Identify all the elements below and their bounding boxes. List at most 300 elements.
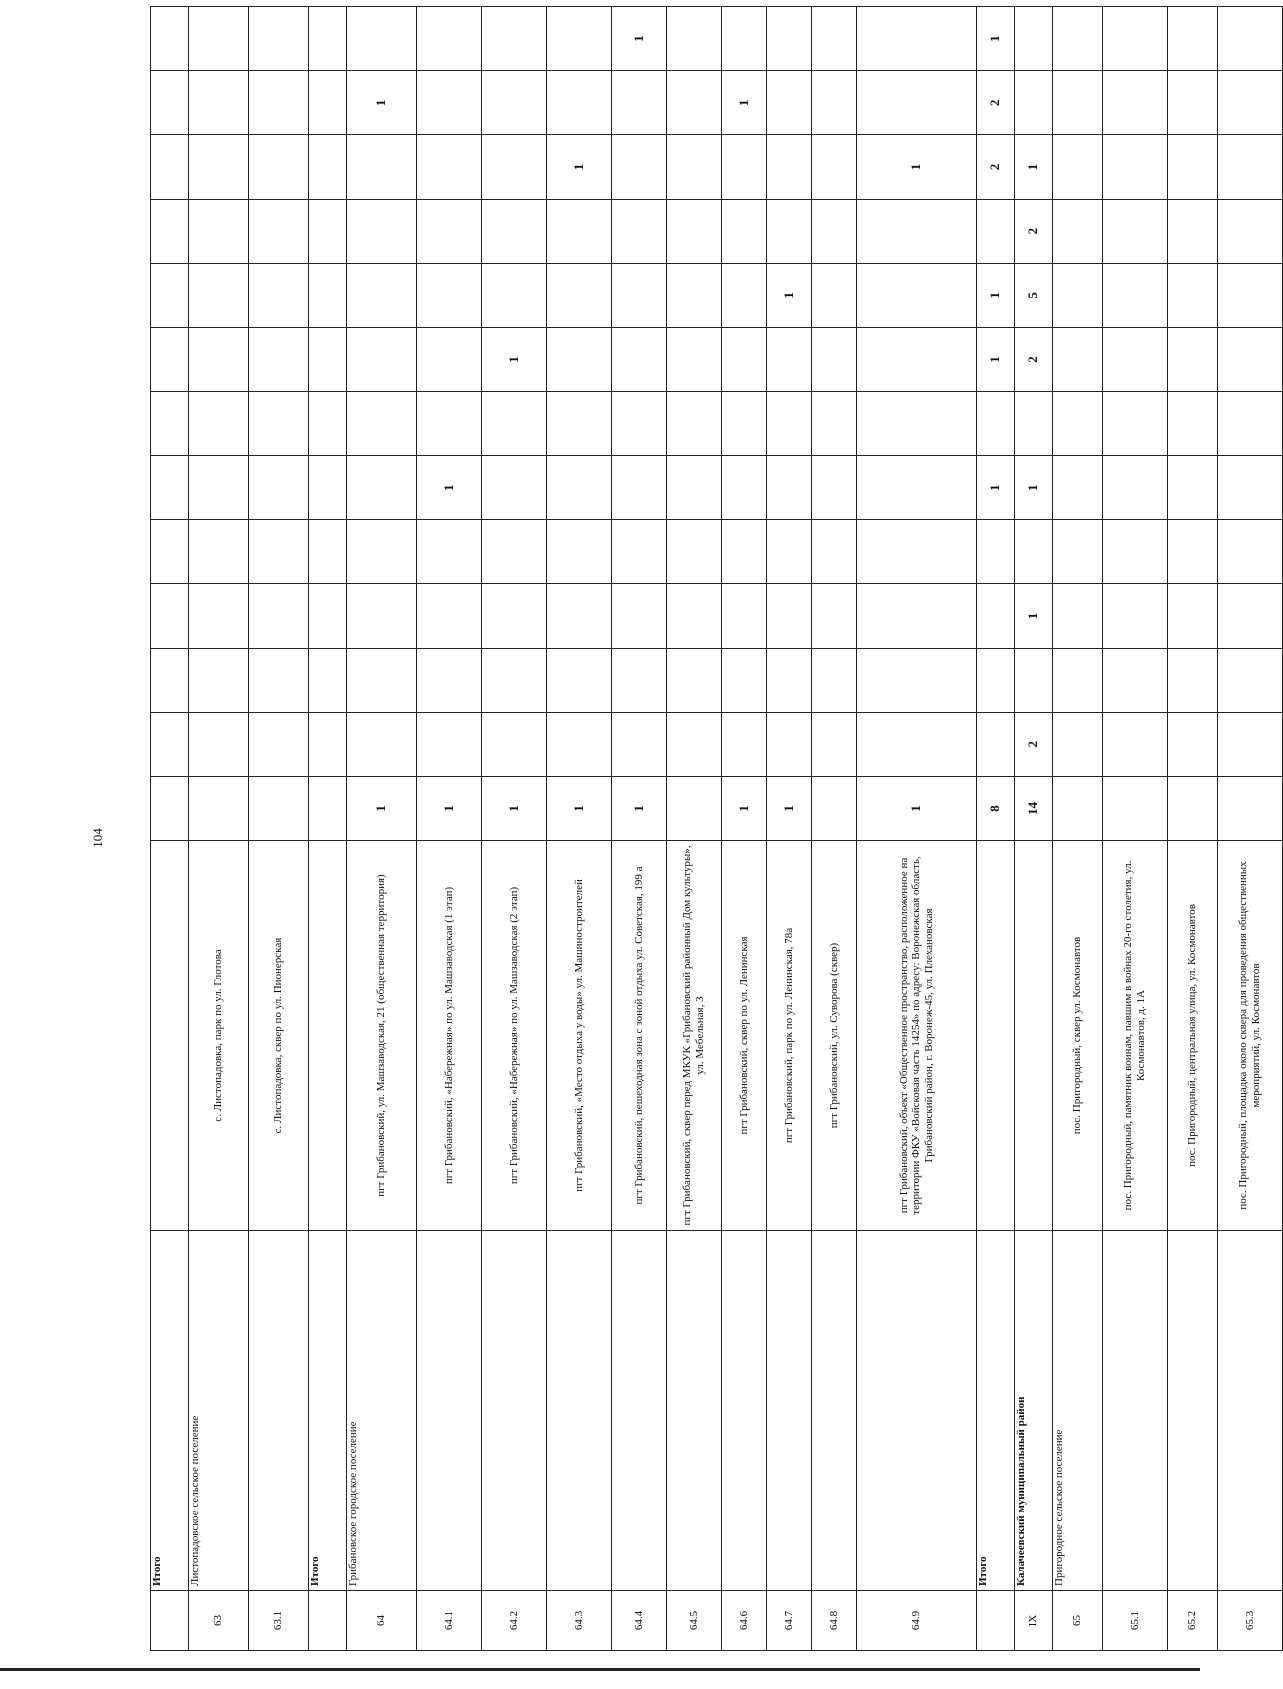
value-cell <box>667 135 722 199</box>
value-cell <box>309 71 347 135</box>
value-cell: 2 <box>977 135 1015 199</box>
object-address: пгт Грибановский, сквер по ул. Ленинская <box>722 841 767 1231</box>
value-cell <box>977 199 1015 263</box>
row-number: 64.7 <box>767 1591 812 1651</box>
table-row <box>151 7 189 1651</box>
value-cell <box>151 327 189 391</box>
object-address: пгт Грибановский, «Набережная» по ул. Машзаводская (1 этап) <box>417 841 482 1231</box>
value-cell <box>151 712 189 776</box>
value-cell <box>482 456 547 520</box>
settlement-name <box>767 1231 812 1591</box>
value-cell <box>1218 584 1283 648</box>
value-cell <box>667 7 722 71</box>
value-cell <box>812 712 857 776</box>
value-cell: 1 <box>767 776 812 840</box>
value-cell <box>667 456 722 520</box>
value-cell <box>1103 71 1168 135</box>
value-cell <box>1053 584 1103 648</box>
row-number: 63.1 <box>249 1591 309 1651</box>
value-cell <box>482 263 547 327</box>
value-cell <box>1015 392 1053 456</box>
value-cell <box>189 263 249 327</box>
value-cell <box>612 135 667 199</box>
value-cell <box>1053 135 1103 199</box>
value-cell <box>249 520 309 584</box>
value-cell <box>1053 263 1103 327</box>
value-cell <box>1053 520 1103 584</box>
value-cell <box>612 520 667 584</box>
value-cell <box>1103 712 1168 776</box>
value-cell: 2 <box>977 71 1015 135</box>
value-cell <box>249 712 309 776</box>
value-cell: 1 <box>482 776 547 840</box>
value-cell <box>1218 135 1283 199</box>
row-number: 64.5 <box>667 1591 722 1651</box>
value-cell <box>347 263 417 327</box>
value-cell <box>722 584 767 648</box>
value-cell <box>547 7 612 71</box>
value-cell <box>417 520 482 584</box>
value-cell <box>1103 327 1168 391</box>
settlement-name <box>547 1231 612 1591</box>
value-cell <box>667 520 722 584</box>
value-cell <box>189 648 249 712</box>
value-cell <box>857 327 977 391</box>
value-cell <box>417 327 482 391</box>
value-cell <box>812 135 857 199</box>
value-cell <box>722 392 767 456</box>
value-cell: 2 <box>1015 327 1053 391</box>
value-cell <box>547 456 612 520</box>
value-cell <box>722 712 767 776</box>
improvement-objects-table <box>150 6 1283 1651</box>
value-cell <box>812 7 857 71</box>
value-cell <box>1103 776 1168 840</box>
row-number: IX <box>1015 1591 1053 1651</box>
value-cell <box>189 712 249 776</box>
object-address: пгт Грибановский, «Место отдыха у воды» ул. Машиностроителей <box>547 841 612 1231</box>
value-cell <box>612 199 667 263</box>
value-cell <box>1168 135 1218 199</box>
value-cell <box>309 776 347 840</box>
object-address <box>1015 841 1053 1231</box>
value-cell <box>417 71 482 135</box>
value-cell <box>667 712 722 776</box>
value-cell <box>482 520 547 584</box>
row-number: 64.8 <box>812 1591 857 1651</box>
value-cell <box>1015 71 1053 135</box>
value-cell: 1 <box>857 135 977 199</box>
value-cell <box>1103 456 1168 520</box>
value-cell <box>189 71 249 135</box>
object-address: пгт Грибановский, сквер перед МКУК «Грибановский районный Дом культуры», ул. Мебельная, 3 <box>667 841 722 1231</box>
row-number: 64.6 <box>722 1591 767 1651</box>
value-cell <box>1103 392 1168 456</box>
value-cell <box>482 71 547 135</box>
value-cell <box>1218 712 1283 776</box>
value-cell <box>1053 392 1103 456</box>
bottom-rule <box>0 1668 1200 1671</box>
value-cell <box>722 199 767 263</box>
value-cell <box>249 263 309 327</box>
value-cell <box>857 712 977 776</box>
settlement-name <box>722 1231 767 1591</box>
value-cell <box>1053 71 1103 135</box>
table-row <box>347 7 417 1651</box>
object-address: пос. Пригородный, площадка около сквера для проведения общественных мероприятий, ул. Космонавтов <box>1218 841 1283 1231</box>
object-address: пгт Грибановский, объект «Общественное пространство, расположенное на территории ФКУ «Войсковая часть 14254» по адресу: Воронежская область, Грибановский район, г. Воронеж-45, ул. Плехановская <box>857 841 977 1231</box>
value-cell <box>347 327 417 391</box>
value-cell <box>767 456 812 520</box>
value-cell <box>812 584 857 648</box>
table-row <box>309 7 347 1651</box>
table-row <box>977 7 1015 1651</box>
value-cell <box>812 327 857 391</box>
value-cell <box>1218 199 1283 263</box>
value-cell: 1 <box>612 776 667 840</box>
value-cell <box>482 199 547 263</box>
value-cell <box>151 520 189 584</box>
value-cell: 1 <box>767 263 812 327</box>
row-number: 64 <box>347 1591 417 1651</box>
object-address: пос. Пригородный, центральная улица, ул. Космонавтов <box>1168 841 1218 1231</box>
value-cell <box>722 7 767 71</box>
value-cell <box>249 7 309 71</box>
settlement-name: Листопадовское сельское поселение <box>189 1231 249 1591</box>
value-cell <box>1168 584 1218 648</box>
value-cell <box>547 327 612 391</box>
value-cell <box>857 263 977 327</box>
value-cell <box>309 456 347 520</box>
value-cell <box>1168 520 1218 584</box>
value-cell <box>189 392 249 456</box>
table-row <box>1168 7 1218 1651</box>
value-cell <box>767 584 812 648</box>
table-row <box>417 7 482 1651</box>
table-row <box>482 7 547 1651</box>
value-cell <box>977 392 1015 456</box>
value-cell <box>347 392 417 456</box>
value-cell <box>1015 7 1053 71</box>
value-cell <box>151 648 189 712</box>
value-cell <box>347 199 417 263</box>
value-cell <box>151 584 189 648</box>
object-address: пгт Грибановский, пешеходная зона с зоной отдыха ул. Советская, 199 а <box>612 841 667 1231</box>
value-cell <box>347 7 417 71</box>
value-cell <box>1168 776 1218 840</box>
value-cell <box>722 327 767 391</box>
value-cell <box>977 520 1015 584</box>
value-cell <box>612 263 667 327</box>
value-cell <box>612 712 667 776</box>
value-cell <box>1168 199 1218 263</box>
value-cell: 1 <box>612 7 667 71</box>
settlement-name: Калачеевский муниципальный район <box>1015 1231 1053 1591</box>
value-cell <box>1103 135 1168 199</box>
value-cell <box>547 584 612 648</box>
object-address: пос. Пригородный, сквер ул. Космонавтов <box>1053 841 1103 1231</box>
value-cell <box>977 712 1015 776</box>
value-cell <box>667 584 722 648</box>
row-number: 64.2 <box>482 1591 547 1651</box>
table-row <box>189 7 249 1651</box>
value-cell <box>767 648 812 712</box>
value-cell <box>722 456 767 520</box>
value-cell <box>417 712 482 776</box>
settlement-name: Итого <box>309 1231 347 1591</box>
value-cell <box>857 648 977 712</box>
value-cell <box>1053 327 1103 391</box>
settlement-name <box>667 1231 722 1591</box>
value-cell <box>417 135 482 199</box>
value-cell <box>417 263 482 327</box>
value-cell <box>812 776 857 840</box>
value-cell <box>667 199 722 263</box>
value-cell <box>1168 392 1218 456</box>
object-address <box>309 841 347 1231</box>
table-row <box>722 7 767 1651</box>
value-cell <box>767 520 812 584</box>
value-cell <box>309 7 347 71</box>
value-cell <box>722 263 767 327</box>
value-cell <box>347 135 417 199</box>
value-cell <box>151 135 189 199</box>
value-cell: 1 <box>347 71 417 135</box>
value-cell <box>857 199 977 263</box>
value-cell <box>1015 648 1053 712</box>
value-cell <box>812 520 857 584</box>
value-cell <box>189 520 249 584</box>
value-cell <box>482 584 547 648</box>
value-cell <box>1168 648 1218 712</box>
value-cell: 1 <box>547 776 612 840</box>
settlement-name <box>249 1231 309 1591</box>
value-cell <box>722 520 767 584</box>
value-cell <box>812 71 857 135</box>
value-cell <box>722 135 767 199</box>
value-cell: 1 <box>977 456 1015 520</box>
value-cell <box>417 392 482 456</box>
table-row <box>857 7 977 1651</box>
value-cell: 1 <box>977 7 1015 71</box>
object-address: пгт Грибановский, ул. Суворова (сквер) <box>812 841 857 1231</box>
value-cell: 1 <box>977 327 1015 391</box>
value-cell <box>1053 712 1103 776</box>
value-cell <box>612 456 667 520</box>
page-number: 104 <box>89 828 105 848</box>
value-cell <box>857 71 977 135</box>
object-address: пгт Грибановский, «Набережная» по ул. Машзаводская (2 этап) <box>482 841 547 1231</box>
object-address: пгт Грибановский, ул. Машзаводская, 21 (общественная территория) <box>347 841 417 1231</box>
value-cell <box>347 712 417 776</box>
row-number: 64.9 <box>857 1591 977 1651</box>
value-cell <box>1168 7 1218 71</box>
value-cell <box>1103 263 1168 327</box>
value-cell <box>1168 327 1218 391</box>
row-number: 65.3 <box>1218 1591 1283 1651</box>
value-cell <box>1218 71 1283 135</box>
value-cell <box>667 776 722 840</box>
value-cell <box>977 584 1015 648</box>
table-row <box>547 7 612 1651</box>
settlement-name: Итого <box>977 1231 1015 1591</box>
value-cell <box>249 392 309 456</box>
value-cell <box>667 263 722 327</box>
value-cell: 8 <box>977 776 1015 840</box>
value-cell <box>667 327 722 391</box>
value-cell <box>547 712 612 776</box>
value-cell <box>249 135 309 199</box>
value-cell <box>309 648 347 712</box>
settlement-name: Грибановское городское поселение <box>347 1231 417 1591</box>
value-cell <box>547 520 612 584</box>
value-cell <box>482 392 547 456</box>
value-cell <box>1053 456 1103 520</box>
value-cell <box>189 584 249 648</box>
value-cell <box>309 520 347 584</box>
settlement-name <box>812 1231 857 1591</box>
value-cell <box>767 392 812 456</box>
value-cell <box>482 648 547 712</box>
value-cell <box>249 584 309 648</box>
value-cell <box>1218 456 1283 520</box>
value-cell <box>1103 520 1168 584</box>
value-cell <box>1103 648 1168 712</box>
value-cell <box>857 7 977 71</box>
table-row <box>1053 7 1103 1651</box>
value-cell <box>151 392 189 456</box>
value-cell: 1 <box>347 776 417 840</box>
value-cell <box>977 648 1015 712</box>
value-cell <box>151 456 189 520</box>
settlement-name <box>612 1231 667 1591</box>
table-row <box>1218 7 1283 1651</box>
value-cell <box>1218 776 1283 840</box>
row-number: 63 <box>189 1591 249 1651</box>
value-cell <box>151 199 189 263</box>
value-cell <box>1218 327 1283 391</box>
row-number <box>151 1591 189 1651</box>
value-cell: 2 <box>1015 712 1053 776</box>
value-cell <box>612 327 667 391</box>
value-cell <box>812 456 857 520</box>
value-cell <box>309 584 347 648</box>
value-cell <box>151 71 189 135</box>
value-cell <box>1015 520 1053 584</box>
value-cell: 1 <box>417 456 482 520</box>
rotated-table-container <box>150 6 1262 1651</box>
value-cell <box>249 199 309 263</box>
value-cell <box>309 263 347 327</box>
value-cell <box>309 392 347 456</box>
value-cell <box>767 71 812 135</box>
value-cell <box>482 7 547 71</box>
settlement-name: Итого <box>151 1231 189 1591</box>
value-cell <box>612 648 667 712</box>
value-cell <box>857 520 977 584</box>
value-cell: 1 <box>1015 135 1053 199</box>
value-cell <box>612 584 667 648</box>
value-cell <box>249 327 309 391</box>
value-cell: 1 <box>482 327 547 391</box>
value-cell <box>667 71 722 135</box>
value-cell: 1 <box>977 263 1015 327</box>
object-address: пос. Пригородный, памятник воинам, павшим в войнах 20-го столетия, ул. Космонавтов, д. 1А <box>1103 841 1168 1231</box>
row-number: 65.1 <box>1103 1591 1168 1651</box>
value-cell <box>417 584 482 648</box>
value-cell <box>347 584 417 648</box>
value-cell: 14 <box>1015 776 1053 840</box>
object-address: с. Листопадовка, парк по ул. Глотова <box>189 841 249 1231</box>
value-cell <box>151 263 189 327</box>
value-cell <box>1218 648 1283 712</box>
value-cell <box>347 648 417 712</box>
settlement-name <box>857 1231 977 1591</box>
table-row <box>249 7 309 1651</box>
object-address <box>977 841 1015 1231</box>
value-cell <box>767 135 812 199</box>
row-number: 65 <box>1053 1591 1103 1651</box>
value-cell <box>1053 7 1103 71</box>
value-cell <box>249 71 309 135</box>
value-cell: 1 <box>857 776 977 840</box>
value-cell <box>1053 199 1103 263</box>
value-cell <box>347 520 417 584</box>
value-cell: 1 <box>722 71 767 135</box>
value-cell <box>417 648 482 712</box>
value-cell <box>857 392 977 456</box>
table-row <box>812 7 857 1651</box>
value-cell <box>612 71 667 135</box>
value-cell: 2 <box>1015 199 1053 263</box>
value-cell: 1 <box>417 776 482 840</box>
row-number: 64.4 <box>612 1591 667 1651</box>
value-cell: 1 <box>722 776 767 840</box>
value-cell <box>667 648 722 712</box>
value-cell <box>482 135 547 199</box>
value-cell <box>189 456 249 520</box>
table-row <box>667 7 722 1651</box>
value-cell <box>309 327 347 391</box>
value-cell <box>189 776 249 840</box>
table-row <box>1103 7 1168 1651</box>
value-cell <box>547 392 612 456</box>
value-cell <box>812 648 857 712</box>
value-cell <box>1218 263 1283 327</box>
value-cell <box>767 327 812 391</box>
settlement-name <box>417 1231 482 1591</box>
value-cell <box>547 648 612 712</box>
row-number: 64.3 <box>547 1591 612 1651</box>
value-cell <box>417 7 482 71</box>
value-cell <box>189 199 249 263</box>
value-cell <box>1103 584 1168 648</box>
value-cell <box>1053 776 1103 840</box>
object-address: с. Листопадовка, сквер по ул. Пионерская <box>249 841 309 1231</box>
value-cell <box>612 392 667 456</box>
value-cell <box>189 7 249 71</box>
settlement-name <box>1218 1231 1283 1591</box>
value-cell <box>857 584 977 648</box>
settlement-name: Пригородное сельское поселение <box>1053 1231 1103 1591</box>
value-cell <box>857 456 977 520</box>
value-cell <box>189 135 249 199</box>
table-row <box>612 7 667 1651</box>
value-cell: 1 <box>1015 456 1053 520</box>
value-cell <box>547 199 612 263</box>
value-cell <box>482 712 547 776</box>
value-cell <box>347 456 417 520</box>
